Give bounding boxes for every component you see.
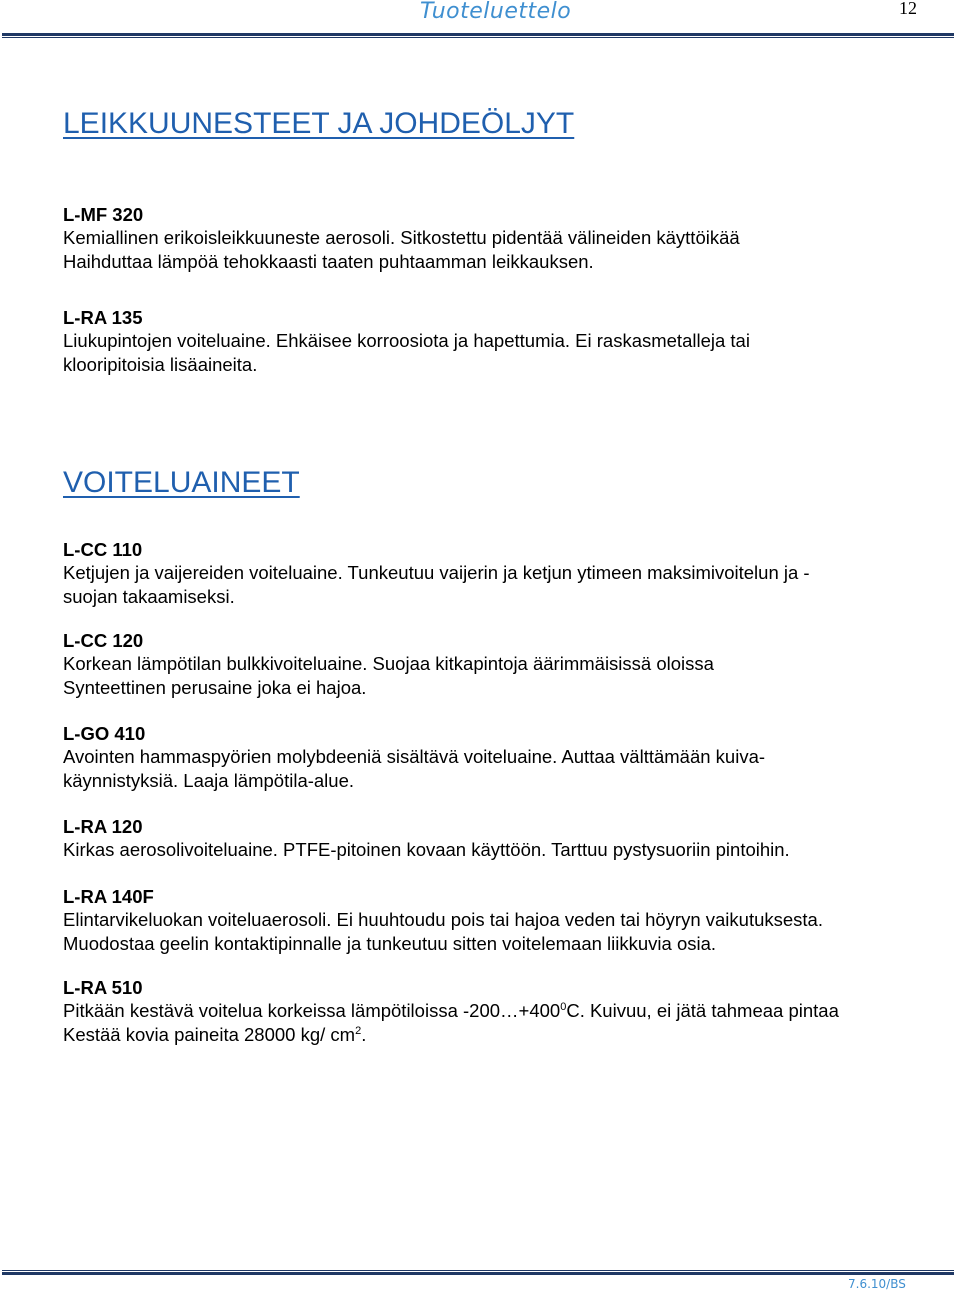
temperature-superscript: 0 (560, 1001, 567, 1014)
section-heading-cutting-fluids: LEIKKUUNESTEET JA JOHDEÖLJYT (63, 107, 575, 140)
product-description: Liukupintojen voiteluaine. Ehkäisee korroosiota ja hapettumia. Ei raskasmetalleja tai klooripitoisia lisäaineita. (63, 330, 750, 375)
page-number: 12 (899, 0, 917, 18)
product-l-ra-120 (63, 815, 923, 862)
footer-rule (2, 1270, 954, 1275)
product-l-cc-120 (63, 629, 923, 699)
footer-date-initials: 7.6.10/BS (848, 1277, 906, 1291)
product-l-go-410 (63, 722, 923, 792)
product-description: Kemiallinen erikoisleikkuuneste aerosoli. Sitkostettu pidentää välineiden käyttöikää Haihduttaa lämpöä tehokkaasti taaten puhtaamman leikkauksen. (63, 227, 740, 272)
product-description-line: Kestää kovia paineita 28000 kg/ $cm^2$. (63, 1023, 367, 1045)
product-code: L-GO 410 (63, 723, 146, 744)
product-description: Korkean lämpötilan bulkkivoiteluaine. Suojaa kitkapintoja äärimmäisissä oloissa Synteettinen perusaine joka ei hajoa. (63, 653, 714, 698)
product-l-ra-135 (63, 306, 923, 376)
product-l-ra-140f (63, 885, 923, 955)
product-l-mf-320 (63, 203, 923, 273)
product-code: L-RA 140F (63, 886, 154, 907)
product-description: Elintarvikeluokan voiteluaerosoli. Ei huuhtoudu pois tai hajoa veden tai höyryn vaikutuksesta. Muodostaa geelin kontaktipinnalle ja tunkeutuu sitten voitelemaan liikkuvia osia. (63, 909, 823, 954)
area-superscript: 2 (355, 1024, 362, 1037)
product-code: L-RA 120 (63, 816, 143, 837)
product-description-line: Pitkään kestävä voitelua korkeissa lämpötiloissa $-200\dots+400^0C$. Kuivuu, ei jätä tahmeaa pintaa (63, 1000, 839, 1022)
product-description: Ketjujen ja vaijereiden voiteluaine. Tunkeutuu vaijerin ja ketjun ytimeen maksimivoitelun ja - suojan takaamiseksi. (63, 562, 810, 607)
product-l-cc-110 (63, 538, 923, 608)
product-code: L-RA 135 (63, 307, 143, 328)
product-code: L-CC 120 (63, 630, 144, 651)
product-description: Avointen hammaspyörien molybdeeniä sisältävä voiteluaine. Auttaa välttämään kuiva- käynnistyksiä. Laaja lämpötila-alue. (63, 746, 766, 791)
product-l-ra-510 (63, 976, 923, 1046)
section-heading-lubricants: VOITELUAINEET (63, 466, 300, 499)
product-code: L-RA 510 (63, 977, 143, 998)
product-code: L-CC 110 (63, 539, 143, 560)
header-title: Tuoteluettelo (420, 0, 572, 24)
header-rule (2, 33, 954, 38)
product-code: L-MF 320 (63, 204, 144, 225)
product-description: Kirkas aerosolivoiteluaine. PTFE-pitoinen kovaan käyttöön. Tarttuu pystysuoriin pintoihin. (63, 839, 790, 861)
